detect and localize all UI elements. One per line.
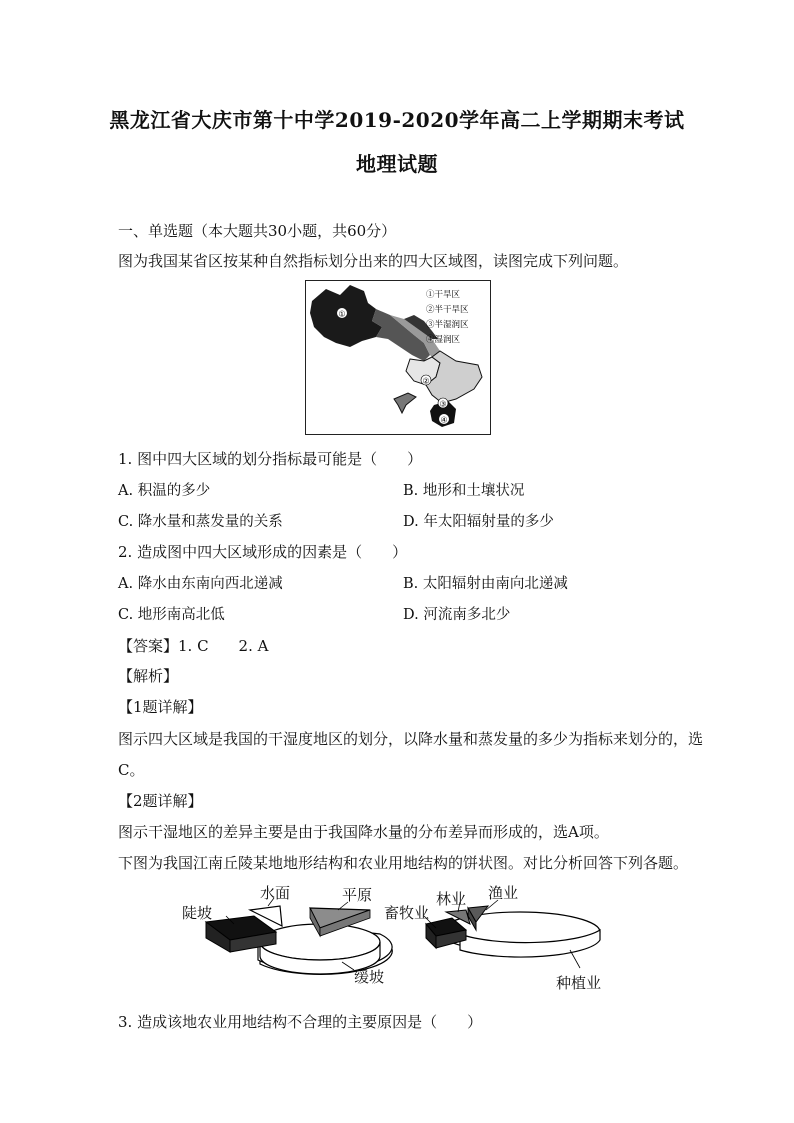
map-legend-item-3: ③半湿润区 <box>426 320 469 330</box>
document-subtitle: 地理试题 <box>356 152 438 176</box>
question-1-stem: 1. 图中四大区域的划分指标最可能是（ ） <box>118 450 423 468</box>
question-2-option-a: A. 降水由东南向西北递减 <box>118 576 283 592</box>
map-legend-item-1: ①干旱区 <box>426 290 461 300</box>
pie-label-crop-farming: 种植业 <box>556 974 602 992</box>
detail-2-heading: 【2题详解】 <box>118 792 203 810</box>
question-3-stem: 3. 造成该地农业用地结构不合理的主要原因是（ ） <box>118 1013 483 1031</box>
province-region-map <box>305 280 491 435</box>
analysis-heading: 【解析】 <box>118 667 179 685</box>
pie-label-forestry: 林业 <box>436 890 467 908</box>
question-2-option-d: D. 河流南多北少 <box>403 607 511 623</box>
detail-1-text: 图示四大区域是我国的干湿度地区的划分，以降水量和蒸发量的多少为指标来划分的，选 <box>118 730 704 748</box>
detail-1-text-cont: C。 <box>118 761 145 779</box>
pie-label-livestock: 畜牧业 <box>384 904 430 922</box>
question-2-option-b: B. 太阳辐射由南向北递减 <box>403 576 568 592</box>
question-2-option-c: C. 地形南高北低 <box>118 607 225 623</box>
question-1-option-d: D. 年太阳辐射量的多少 <box>403 514 554 530</box>
map-mark-3: ③ <box>439 399 447 409</box>
pie-charts-drawing <box>170 880 620 995</box>
detail-1-heading: 【1题详解】 <box>118 698 203 716</box>
region-map-drawing <box>306 281 490 434</box>
map-mark-2: ② <box>422 376 430 386</box>
pie-intro: 下图为我国江南丘陵某地地形结构和农业用地结构的饼状图。对比分析回答下列各题。 <box>118 854 689 872</box>
pie-label-fishery: 渔业 <box>488 884 519 902</box>
pie-label-water: 水面 <box>260 884 291 902</box>
question-1-option-b: B. 地形和土壤状况 <box>403 483 525 499</box>
section-heading: 一、单选题（本大题共30小题，共60分） <box>118 222 397 240</box>
question-group-intro: 图为我国某省区按某种自然指标划分出来的四大区域图，读图完成下列问题。 <box>118 252 629 270</box>
pie-label-plain: 平原 <box>342 886 373 904</box>
question-1-option-c: C. 降水量和蒸发量的关系 <box>118 514 283 530</box>
map-mark-1: ① <box>338 309 346 319</box>
map-legend-item-2: ②半干旱区 <box>426 305 469 315</box>
map-mark-4: ④ <box>440 415 448 425</box>
pie-charts-figure <box>170 880 620 995</box>
map-feature-west-spur <box>394 393 416 413</box>
detail-2-text: 图示干湿地区的差异主要是由于我国降水量的分布差异而形成的，选A项。 <box>118 823 609 841</box>
landform-pie <box>206 906 392 974</box>
map-legend-item-4: ④湿润区 <box>426 335 461 345</box>
question-2-stem: 2. 造成图中四大区域形成的因素是（ ） <box>118 543 408 561</box>
pie-label-steep-slope: 陡坡 <box>182 904 213 922</box>
landuse-pie <box>426 906 600 957</box>
document-title: 黑龙江省大庆市第十中学2019-2020学年高二上学期期末考试 <box>109 108 685 132</box>
answer-line: 【答案】1. C 2. A <box>118 637 269 655</box>
pie-label-gentle-slope: 缓坡 <box>354 968 385 986</box>
question-1-option-a: A. 积温的多少 <box>118 483 211 499</box>
